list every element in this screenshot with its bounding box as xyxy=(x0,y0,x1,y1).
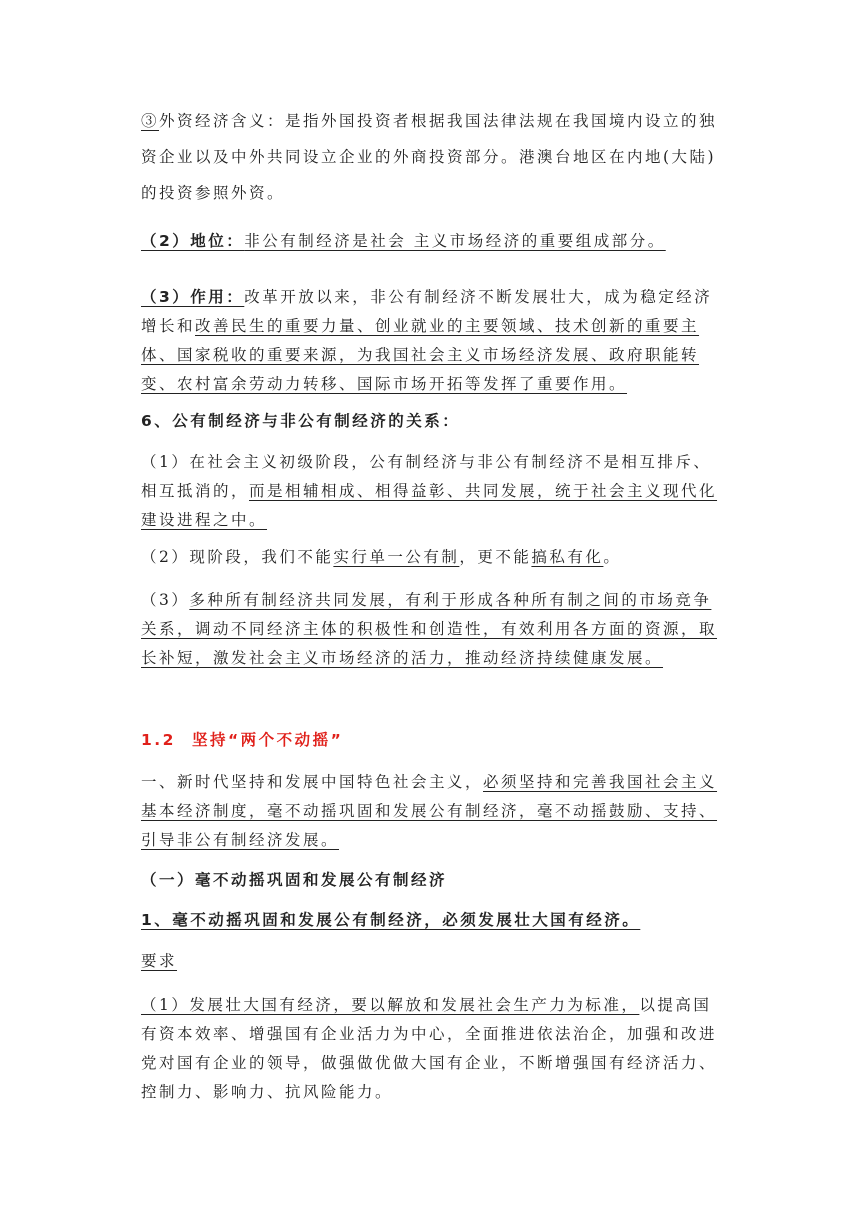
paragraph-status xyxy=(141,223,721,259)
relation-3-text-2: 多种所有制经济共同发展，有利于形成各种所有制之间的市场竞争关系，调动不同经济主体的积极性和创造性，有效利用各方面的资源，取长补短，激发社会主义市场经济的活力，推动经济持续健康发展。 xyxy=(141,591,718,667)
relation-2-text-3: ，更不能 xyxy=(459,548,532,566)
section-heading-1-2 xyxy=(141,726,721,755)
requirement-1-text-2: 以提高国有资本效率、增强国有企业活力为中心，全面推进依法治企，加强和改进党对国有企业的领导，做强做优做大国有企业，不断增强国有经济活力、控制力、影响力、抗风险能力。 xyxy=(141,996,718,1101)
relation-2-text-2: 实行单一公有制 xyxy=(333,548,460,566)
requirement-1-text-1: （1）发展壮大国有经济，要以解放和发展社会生产力为标准， xyxy=(141,996,640,1014)
role-text-1: 改革开放以来，非公有制经济不断发展壮大，成为稳定经济增长和 xyxy=(141,288,713,335)
paragraph-requirement-1 xyxy=(141,991,721,1107)
relation-2-text-5: 。 xyxy=(603,548,622,566)
circled-number-three: ③ xyxy=(141,112,160,130)
relation-3-text-1: （3） xyxy=(141,591,190,609)
new-era-text-1: 一、新时代坚持和发展中国特色社会主义， xyxy=(141,773,484,791)
paragraph-relation-3 xyxy=(141,586,721,673)
heading-requirements: 要求 xyxy=(141,952,178,970)
paragraph-relation-2 xyxy=(141,543,721,572)
foreign-capital-text: 外资经济含义：是指外国投资者根据我国法律法规在我国境内设立的独资企业以及中外共同设立企业的外商投资部分。港澳台地区在内地(大陆)的投资参照外资。 xyxy=(141,112,718,202)
heading-relationship: 6、公有制经济与非公有制经济的关系： xyxy=(141,412,461,430)
section-number: 1.2 xyxy=(141,731,176,749)
relation-1-text-2: 而是相辅相成、相得益彰、共同发展，统于社会主义现代化建设进程之中。 xyxy=(141,482,718,529)
paragraph-role xyxy=(141,283,721,399)
section-title: 坚持“两个不动摇” xyxy=(191,731,344,749)
status-label: （2）地位： xyxy=(141,232,245,250)
relation-1-text-1: （1）在社会主义初级阶段，公有制经济与非公有制经济不是相互排斥、相互抵消的， xyxy=(141,453,712,500)
relation-2-text-1: （2）现阶段，我们不能 xyxy=(141,548,334,566)
relation-2-text-4: 搞私有化 xyxy=(531,548,604,566)
new-era-text-2: 必须坚持和完善我国社会主义基本经济制度，毫不动摇巩固和发展公有制经济，毫不动摇鼓励、支持、引导非公有制经济发展。 xyxy=(141,773,718,849)
heading-state-economy: 1、毫不动摇巩固和发展公有制经济，必须发展壮大国有经济。 xyxy=(141,911,641,929)
paragraph-new-era xyxy=(141,768,721,855)
status-text: 非公有制经济是社会 主义市场经济的重要组成部分。 xyxy=(244,232,666,250)
role-label: （3）作用： xyxy=(141,288,245,306)
paragraph-foreign-capital xyxy=(141,103,721,211)
subheading-public-economy: （一）毫不动摇巩固和发展公有制经济 xyxy=(141,871,448,889)
paragraph-relation-1 xyxy=(141,448,721,535)
role-text-2: 改善民生的重要力量、创业就业的主要领域、技术创新的重要主体、国家税收的重要来源，为我国社会主义市场经济发展、政府职能转变、农村富余劳动力转移、国际市场开拓等发挥了重要作用。 xyxy=(141,317,700,393)
